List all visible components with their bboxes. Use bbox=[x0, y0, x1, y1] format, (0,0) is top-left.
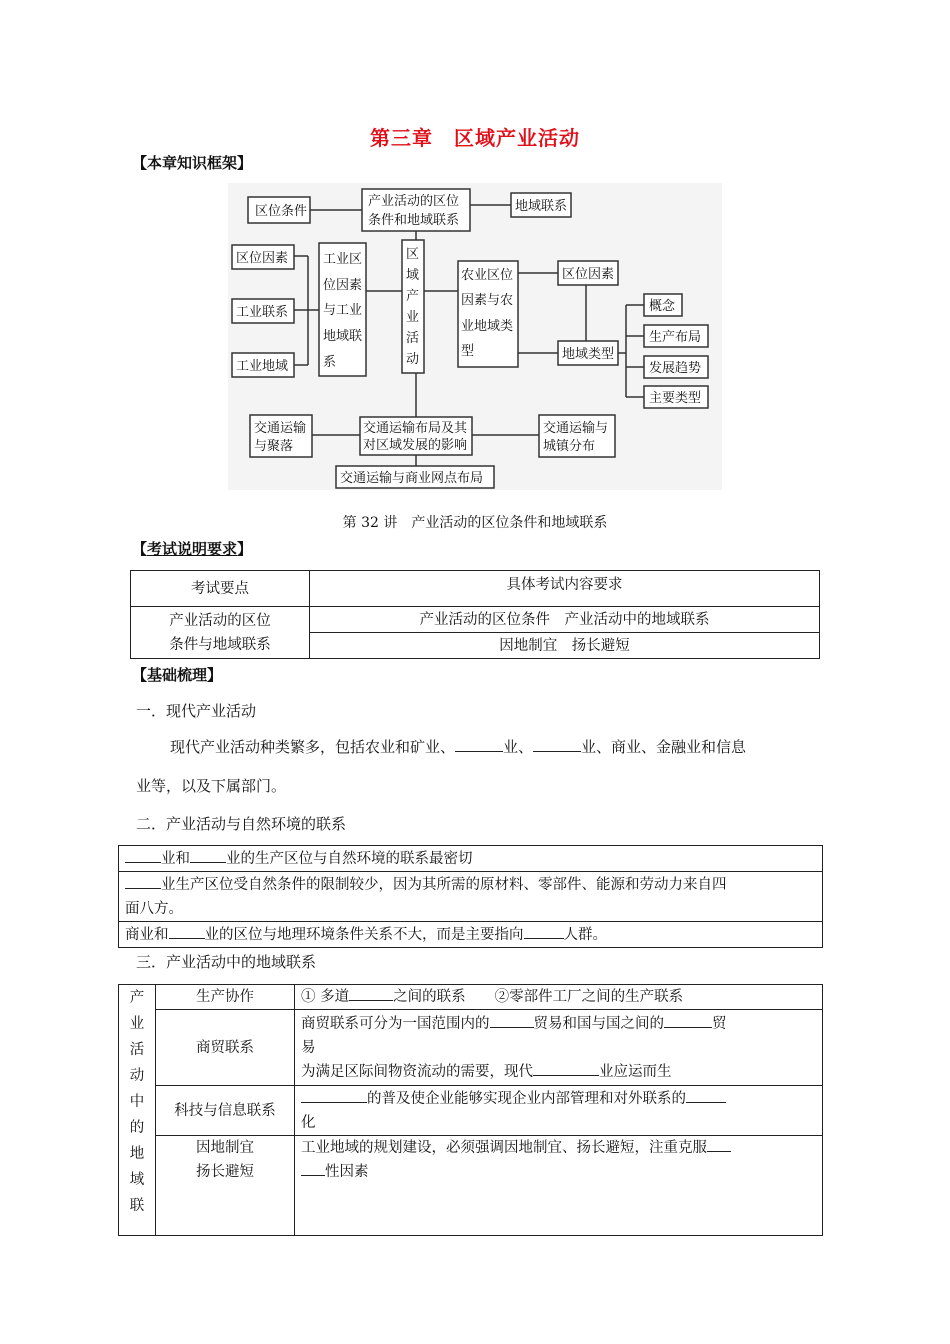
row-trade-label: 商贸联系 bbox=[156, 1010, 295, 1086]
agri-line2: 因素与农 bbox=[461, 293, 514, 308]
blank-8[interactable] bbox=[349, 986, 393, 1001]
trade-text-b: 贸易和国与国之间的 bbox=[533, 1015, 664, 1032]
blank-9[interactable] bbox=[490, 1013, 534, 1028]
row-tech-content bbox=[295, 1086, 823, 1136]
middle-char-1: 区 bbox=[406, 247, 420, 262]
side-char-4: 动 bbox=[129, 1068, 145, 1084]
side-char-8: 域 bbox=[129, 1172, 145, 1188]
regional-links-label: 地域联系 bbox=[515, 199, 568, 214]
blank-3[interactable] bbox=[125, 848, 161, 863]
blank-1[interactable] bbox=[455, 737, 503, 752]
agri-type-2: 生产布局 bbox=[649, 330, 702, 345]
blank-11[interactable] bbox=[533, 1061, 599, 1076]
row-adapt-content bbox=[295, 1136, 823, 1236]
blank-5[interactable] bbox=[125, 874, 161, 889]
side-char-9: 联 bbox=[129, 1198, 145, 1214]
transport-center-2: 对区域发展的影响 bbox=[363, 438, 468, 453]
nature-row3-c: 人群。 bbox=[563, 926, 607, 943]
prod-text-a: ① 多道 bbox=[301, 989, 350, 1005]
industry-left-1: 区位因素 bbox=[236, 251, 289, 266]
blank-12[interactable] bbox=[301, 1088, 367, 1103]
blank-6[interactable] bbox=[169, 924, 205, 939]
exam-req-2: 因地制宜 扬长避短 bbox=[310, 633, 820, 659]
middle-char-5: 活 bbox=[406, 331, 420, 346]
industry-left-3: 工业地域 bbox=[236, 359, 289, 374]
section1-text-b: 业、 bbox=[503, 738, 534, 756]
transport-right-2: 城镇分布 bbox=[543, 439, 596, 454]
middle-char-2: 域 bbox=[406, 268, 420, 283]
section2-heading: 二．产业活动与自然环境的联系 bbox=[136, 815, 347, 833]
transport-left-2: 与聚落 bbox=[254, 439, 294, 454]
row-trade-content bbox=[295, 1010, 823, 1086]
industry-line1: 工业区 bbox=[323, 252, 363, 267]
section1-paragraph-line2: 业等，以及下属部门。 bbox=[136, 777, 287, 795]
exam-point-cell bbox=[131, 607, 310, 659]
row-adapt-label bbox=[156, 1136, 295, 1236]
industry-line5: 系 bbox=[323, 355, 337, 370]
knowledge-framework-diagram bbox=[228, 183, 722, 490]
adapt-label-1: 因地制宜 bbox=[196, 1140, 254, 1156]
agri-line1: 农业区位 bbox=[461, 268, 514, 283]
side-char-1: 产 bbox=[129, 990, 145, 1006]
middle-char-6: 动 bbox=[406, 352, 420, 367]
exam-heading: 【考试说明要求】 bbox=[132, 540, 253, 558]
chapter-title: 第三章 区域产业活动 bbox=[370, 126, 580, 150]
agri-line4: 型 bbox=[461, 344, 475, 359]
blank-13[interactable] bbox=[686, 1088, 726, 1103]
nature-row2-a: 业生产区位受自然条件的限制较少，因为其所需的原材料、零部件、能源和劳动力来自四 bbox=[161, 876, 727, 893]
blank-10[interactable] bbox=[664, 1013, 712, 1028]
nature-row-2 bbox=[119, 872, 823, 922]
trade-text-a: 商贸联系可分为一国范围内的 bbox=[301, 1015, 490, 1032]
transport-right-1: 交通运输与 bbox=[543, 421, 609, 436]
industry-line2: 位因素 bbox=[323, 278, 363, 293]
trade-text-d: 易 bbox=[301, 1039, 316, 1056]
transport-bottom-label: 交通运输与商业网点布局 bbox=[340, 471, 484, 486]
blank-7[interactable] bbox=[524, 924, 564, 939]
section1-heading: 一．现代产业活动 bbox=[136, 702, 257, 720]
lecture-caption: 第 32 讲 产业活动的区位条件和地域联系 bbox=[342, 515, 608, 531]
nature-links-table bbox=[118, 845, 823, 948]
agri-right-mid-label: 地域类型 bbox=[562, 347, 615, 362]
agri-right-top-label: 区位因素 bbox=[562, 267, 615, 282]
row-production-label: 生产协作 bbox=[156, 985, 295, 1010]
industry-left-2: 工业联系 bbox=[236, 305, 289, 320]
nature-row3-a: 商业和 bbox=[125, 926, 169, 943]
adapt-label-2: 扬长避短 bbox=[196, 1164, 254, 1180]
prod-text-b: 之间的联系 ②零部件工厂之间的生产联系 bbox=[393, 989, 684, 1005]
exam-req-1: 产业活动的区位条件 产业活动中的地域联系 bbox=[310, 607, 820, 633]
exam-col-header-content: 具体考试内容要求 bbox=[310, 571, 820, 607]
section1-text-a: 现代产业活动种类繁多，包括农业和矿业、 bbox=[170, 738, 456, 756]
nature-row1-b: 业的生产区位与自然环境的联系最密切 bbox=[226, 850, 473, 867]
exam-point-line2: 条件与地域联系 bbox=[169, 636, 271, 653]
framework-heading: 【本章知识框架】 bbox=[132, 154, 253, 172]
exam-heading-text: 考试说明要求 bbox=[147, 540, 238, 558]
agri-type-1: 概念 bbox=[649, 299, 676, 314]
blank-14[interactable] bbox=[707, 1137, 731, 1152]
trade-text-c: 贸 bbox=[712, 1015, 727, 1032]
central-topic-line2: 条件和地域联系 bbox=[368, 213, 460, 228]
trade-text-f: 业应运而生 bbox=[599, 1063, 672, 1080]
middle-char-4: 业 bbox=[406, 310, 420, 325]
blank-15[interactable] bbox=[301, 1161, 325, 1176]
basics-heading: 【基础梳理】 bbox=[132, 666, 223, 684]
nature-row2-b: 面八方。 bbox=[125, 900, 183, 917]
transport-center-1: 交通运输布局及其 bbox=[363, 421, 468, 436]
section3-heading: 三．产业活动中的地域联系 bbox=[136, 953, 317, 971]
agri-type-4: 主要类型 bbox=[649, 391, 702, 406]
side-label-cell bbox=[119, 985, 156, 1236]
side-char-7: 地 bbox=[129, 1146, 145, 1162]
nature-row1-a: 业和 bbox=[161, 850, 190, 867]
industry-line3: 与工业 bbox=[323, 303, 363, 318]
agri-line3: 业地域类 bbox=[461, 319, 514, 334]
side-char-6: 的 bbox=[129, 1120, 145, 1136]
agri-type-3: 发展趋势 bbox=[649, 361, 702, 376]
nature-row3-b: 业的区位与地理环境条件关系不大，而是主要指向 bbox=[204, 926, 524, 943]
blank-4[interactable] bbox=[190, 848, 226, 863]
adapt-text-a: 工业地域的规划建设，必须强调因地制宜、扬长避短，注重克服 bbox=[301, 1140, 707, 1156]
middle-char-3: 产 bbox=[406, 289, 420, 304]
industry-line4: 地域联 bbox=[323, 329, 363, 344]
section1-text-c: 业、商业、金融业和信息 bbox=[581, 738, 747, 756]
row-tech-label: 科技与信息联系 bbox=[156, 1086, 295, 1136]
tech-text-a: 的普及使企业能够实现企业内部管理和对外联系的 bbox=[367, 1090, 686, 1107]
section1-paragraph bbox=[170, 736, 746, 757]
exam-requirements-table bbox=[130, 570, 820, 659]
row-production-content bbox=[295, 985, 823, 1010]
side-char-5: 中 bbox=[129, 1094, 145, 1110]
nature-row-1 bbox=[119, 846, 823, 872]
central-topic-line1: 产业活动的区位 bbox=[368, 194, 460, 209]
adapt-text-b: 性因素 bbox=[325, 1164, 369, 1180]
side-char-3: 活 bbox=[129, 1042, 145, 1058]
blank-2[interactable] bbox=[533, 737, 581, 752]
tech-text-b: 化 bbox=[301, 1114, 316, 1131]
exam-point-line1: 产业活动的区位 bbox=[169, 612, 271, 629]
exam-col-header-points: 考试要点 bbox=[131, 571, 310, 607]
nature-row-3 bbox=[119, 922, 823, 948]
box-location-conditions-label: 区位条件 bbox=[255, 204, 308, 219]
trade-text-e: 为满足区际间物资流动的需要，现代 bbox=[301, 1063, 533, 1080]
regional-links-table bbox=[118, 984, 823, 1236]
transport-left-1: 交通运输 bbox=[254, 421, 307, 436]
side-char-2: 业 bbox=[129, 1016, 145, 1032]
